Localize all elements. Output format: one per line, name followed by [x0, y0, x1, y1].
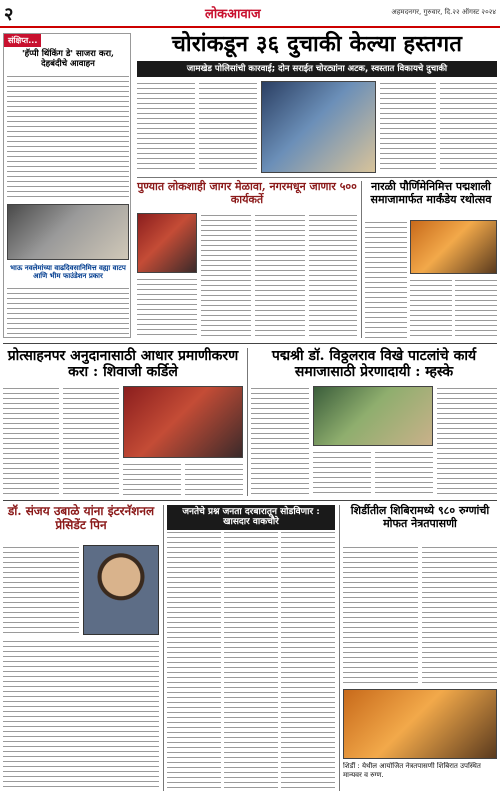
- navratri-body-col-2: [410, 278, 452, 338]
- shirdi-photo: [343, 689, 497, 759]
- navratri-body-col-1: [365, 220, 407, 338]
- navratri-photo: [410, 220, 497, 274]
- lead-body-col-1: [137, 81, 195, 173]
- lokshahi-body-col-2: [255, 213, 305, 338]
- divider: [361, 181, 362, 338]
- lead-body-col-2: [199, 81, 257, 173]
- vikhe-body-col-2: [437, 386, 497, 496]
- lokshahi-body-col-0: [137, 277, 197, 338]
- vikhe-headline: पद्मश्री डॉ. विठ्ठलराव विखे पाटलांचे कार्य समाजासाठी प्रेरणादायी : म्हस्के: [271, 348, 477, 381]
- lead-photo: [261, 81, 376, 173]
- vikhe-body-col-3: [313, 450, 371, 496]
- vikhe-body-col-1: [251, 386, 309, 496]
- divider: [247, 348, 248, 496]
- lokshahi-body-col-3: [309, 213, 357, 338]
- anudan-photo: [123, 386, 243, 458]
- lokshahi-photo: [137, 213, 197, 273]
- anudan-body-col-4: [185, 462, 243, 496]
- shirdi-body-col-2: [422, 545, 497, 685]
- brief-tag: संक्षिप्त...: [4, 34, 41, 47]
- janata-body-col-1: [167, 530, 221, 791]
- divider: [137, 177, 497, 178]
- masthead: [0, 0, 500, 28]
- divider: [339, 505, 340, 791]
- shirdi-headline: शिर्डीतील शिबिरामध्ये ९८० रुग्णांची मोफत नेत्रतपासणी: [350, 504, 490, 530]
- newspaper-brand: लोकआवाज: [205, 7, 261, 22]
- janata-body-col-2: [224, 530, 278, 791]
- janata-body-col-3: [281, 530, 335, 791]
- lead-body-col-4: [440, 81, 497, 173]
- navratri-body-col-3: [455, 278, 497, 338]
- page-number: २: [4, 4, 14, 25]
- ubale-portrait: [83, 545, 159, 635]
- ubale-body-col-2: [3, 639, 159, 791]
- brief-photo: [7, 204, 129, 260]
- brief-column: [3, 33, 131, 338]
- vikhe-body-col-4: [375, 450, 433, 496]
- vikhe-photo: [313, 386, 433, 446]
- shirdi-body-col-1: [343, 545, 418, 685]
- brief-sub-body-text: [7, 286, 129, 336]
- ubale-body-col-1: [3, 545, 79, 635]
- shirdi-photo-caption: शिर्डी : येथील आयोजित नेत्रतपासणी शिबिरात उपस्थित मान्यवर व रुग्ण.: [343, 762, 481, 780]
- anudan-body-col-3: [123, 462, 181, 496]
- brief-body-text: [7, 74, 129, 200]
- divider: [3, 500, 497, 501]
- lokshahi-headline: पुण्यात लोकशाही जागर मेळावा, नगरमधून जाणार ५०० कार्यकर्ते: [137, 180, 357, 206]
- divider: [3, 343, 497, 344]
- brief-sub-headline: भाऊ नवलेमांच्या वाढदिवसानिमित्त वह्या वाटप आणि भीम फाउंडेशन प्रकार: [10, 263, 126, 281]
- navratri-headline: नारळी पौर्णिमेनिमित्त पद्मशाली समाजामार्फत मार्कंडेय रथोत्सव: [370, 180, 492, 206]
- brief-headline: 'हॅप्पी थिंकिंग डे' साजरा करा, देहबंदीचे आवाहन: [22, 49, 114, 69]
- lokshahi-body-col-1: [201, 213, 251, 338]
- dateline: अहमदनगर, गुरुवार, दि.२२ ऑगस्ट २०२४: [391, 8, 496, 16]
- anudan-headline: प्रोत्साहनपर अनुदानासाठी आधार प्रमाणीकरण करा : शिवाजी कर्डिले: [7, 348, 239, 381]
- janata-headline: जनतेचे प्रश्न जनता दरबारातून सोडविणार : खासदार वाकचौरे: [167, 505, 335, 530]
- lead-strap: जामखेड पोलिसांची कारवाई; दोन सराईत चोरट्यांना अटक, स्वस्तात विकायचे दुचाकी: [137, 61, 497, 77]
- anudan-body-col-2: [63, 386, 119, 496]
- lead-body-col-3: [380, 81, 436, 173]
- lead-headline: चोरांकडून ३६ दुचाकी केल्या हस्तगत: [171, 31, 463, 57]
- ubale-headline: डॉ. संजय उबाळे यांना इंटरनॅशनल प्रेसिडेंट पिन: [7, 504, 155, 532]
- anudan-body-col-1: [3, 386, 59, 496]
- divider: [163, 505, 164, 791]
